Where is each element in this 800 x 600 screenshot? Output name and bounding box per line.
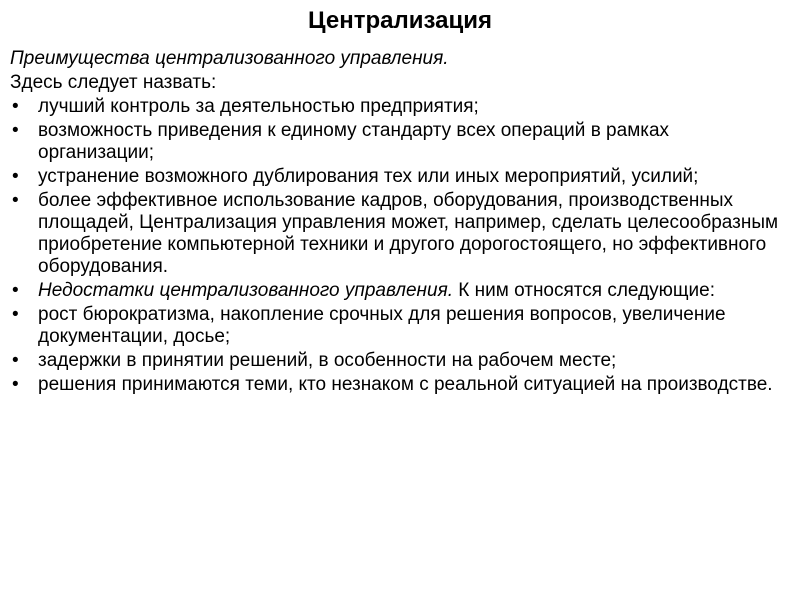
list-item: [10, 96, 780, 118]
list-item-text: устранение возможного дублирования тех или иных мероприятий, усилий;: [38, 166, 699, 187]
bullet-icon: •: [12, 374, 19, 395]
list-item-text: решения принимаются теми, кто незнаком с реальной ситуацией на производстве.: [38, 374, 773, 395]
disadvantages-heading: Недостатки централизованного управления.: [38, 280, 454, 301]
intro-text: Здесь следует назвать:: [10, 72, 217, 93]
list-item-text: более эффективное использование кадров, оборудования, производственных площадей, Централизация управления может, например, сделать целесообразным приобретение компьютерной техники и другого дорогостоящего, но эффективного оборудования.: [38, 190, 779, 277]
bullet-icon: •: [12, 280, 19, 301]
bullet-icon: •: [12, 166, 19, 187]
bullet-list: [10, 96, 780, 396]
list-item-disadvantages: [10, 280, 780, 302]
bullet-icon: •: [12, 120, 19, 141]
list-item-text: лучший контроль за деятельностью предприятия;: [38, 96, 479, 117]
list-item: [10, 374, 780, 396]
bullet-icon: •: [12, 190, 19, 211]
list-item-text: рост бюрократизма, накопление срочных для решения вопросов, увеличение документации, досье;: [38, 304, 726, 347]
list-item: [10, 304, 780, 348]
slide-content: [10, 48, 780, 398]
slide-title: Централизация: [308, 7, 492, 34]
list-item-text: возможность приведения к единому стандарту всех операций в рамках организации;: [38, 120, 670, 163]
list-item: [10, 350, 780, 372]
list-item: [10, 120, 780, 164]
bullet-icon: •: [12, 350, 19, 371]
bullet-icon: •: [12, 96, 19, 117]
list-item: [10, 190, 780, 278]
list-item: [10, 166, 780, 188]
advantages-heading: Преимущества централизованного управления.: [10, 48, 449, 69]
disadvantages-intro: К ним относятся следующие:: [453, 280, 716, 301]
list-item-text: задержки в принятии решений, в особенности на рабочем месте;: [38, 350, 617, 371]
bullet-icon: •: [12, 304, 19, 325]
